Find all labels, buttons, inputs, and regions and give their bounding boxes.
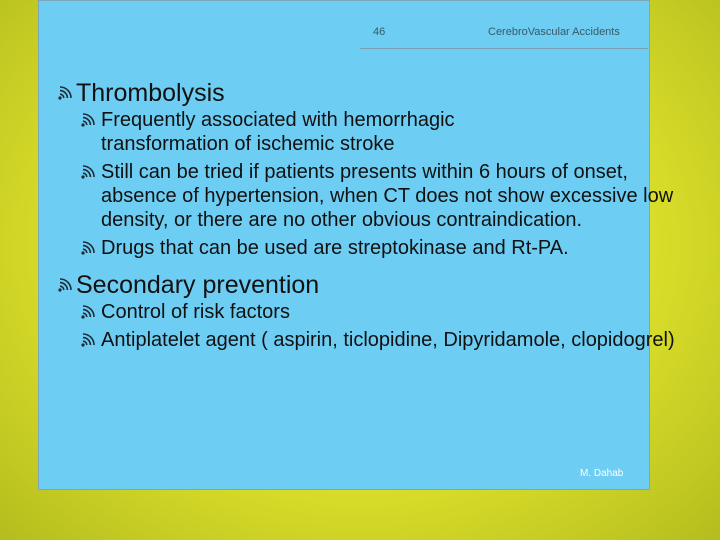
bullet-item xyxy=(77,300,676,324)
bullet-text: Still can be tried if patients presents within 6 hours of onset, absence of hypertension, when CT does not show excessive low density, or there are no other obvious contraindication. xyxy=(101,161,674,231)
section-heading-label: Secondary prevention xyxy=(76,271,320,299)
bullet-text: Drugs that can be used are streptokinase and Rt-PA. xyxy=(101,237,569,259)
section-heading-label: Thrombolysis xyxy=(76,79,225,107)
signal-waves-icon xyxy=(56,270,76,300)
section-heading-secondary-prevention xyxy=(56,270,676,300)
signal-waves-icon xyxy=(56,78,76,108)
bullet-item xyxy=(77,328,676,352)
slide-content xyxy=(56,78,676,356)
header-divider xyxy=(360,48,648,49)
author-credit: M. Dahab xyxy=(580,468,624,479)
bullet-text: Control of risk factors xyxy=(101,301,290,323)
bullet-item xyxy=(77,108,676,156)
signal-waves-icon xyxy=(77,108,101,132)
page-number: 46 xyxy=(373,26,386,38)
bullet-text: Frequently associated with hemorrhagic transformation of ischemic stroke xyxy=(101,109,455,155)
signal-waves-icon xyxy=(77,236,101,260)
header-title: CerebroVascular Accidents xyxy=(488,26,620,38)
bullet-text: Antiplatelet agent ( aspirin, ticlopidine, Dipyridamole, clopidogrel) xyxy=(101,329,675,351)
signal-waves-icon xyxy=(77,160,101,184)
bullet-item xyxy=(77,236,676,260)
signal-waves-icon xyxy=(77,328,101,352)
section-heading-thrombolysis xyxy=(56,78,676,108)
signal-waves-icon xyxy=(77,300,101,324)
bullet-item xyxy=(77,160,676,232)
